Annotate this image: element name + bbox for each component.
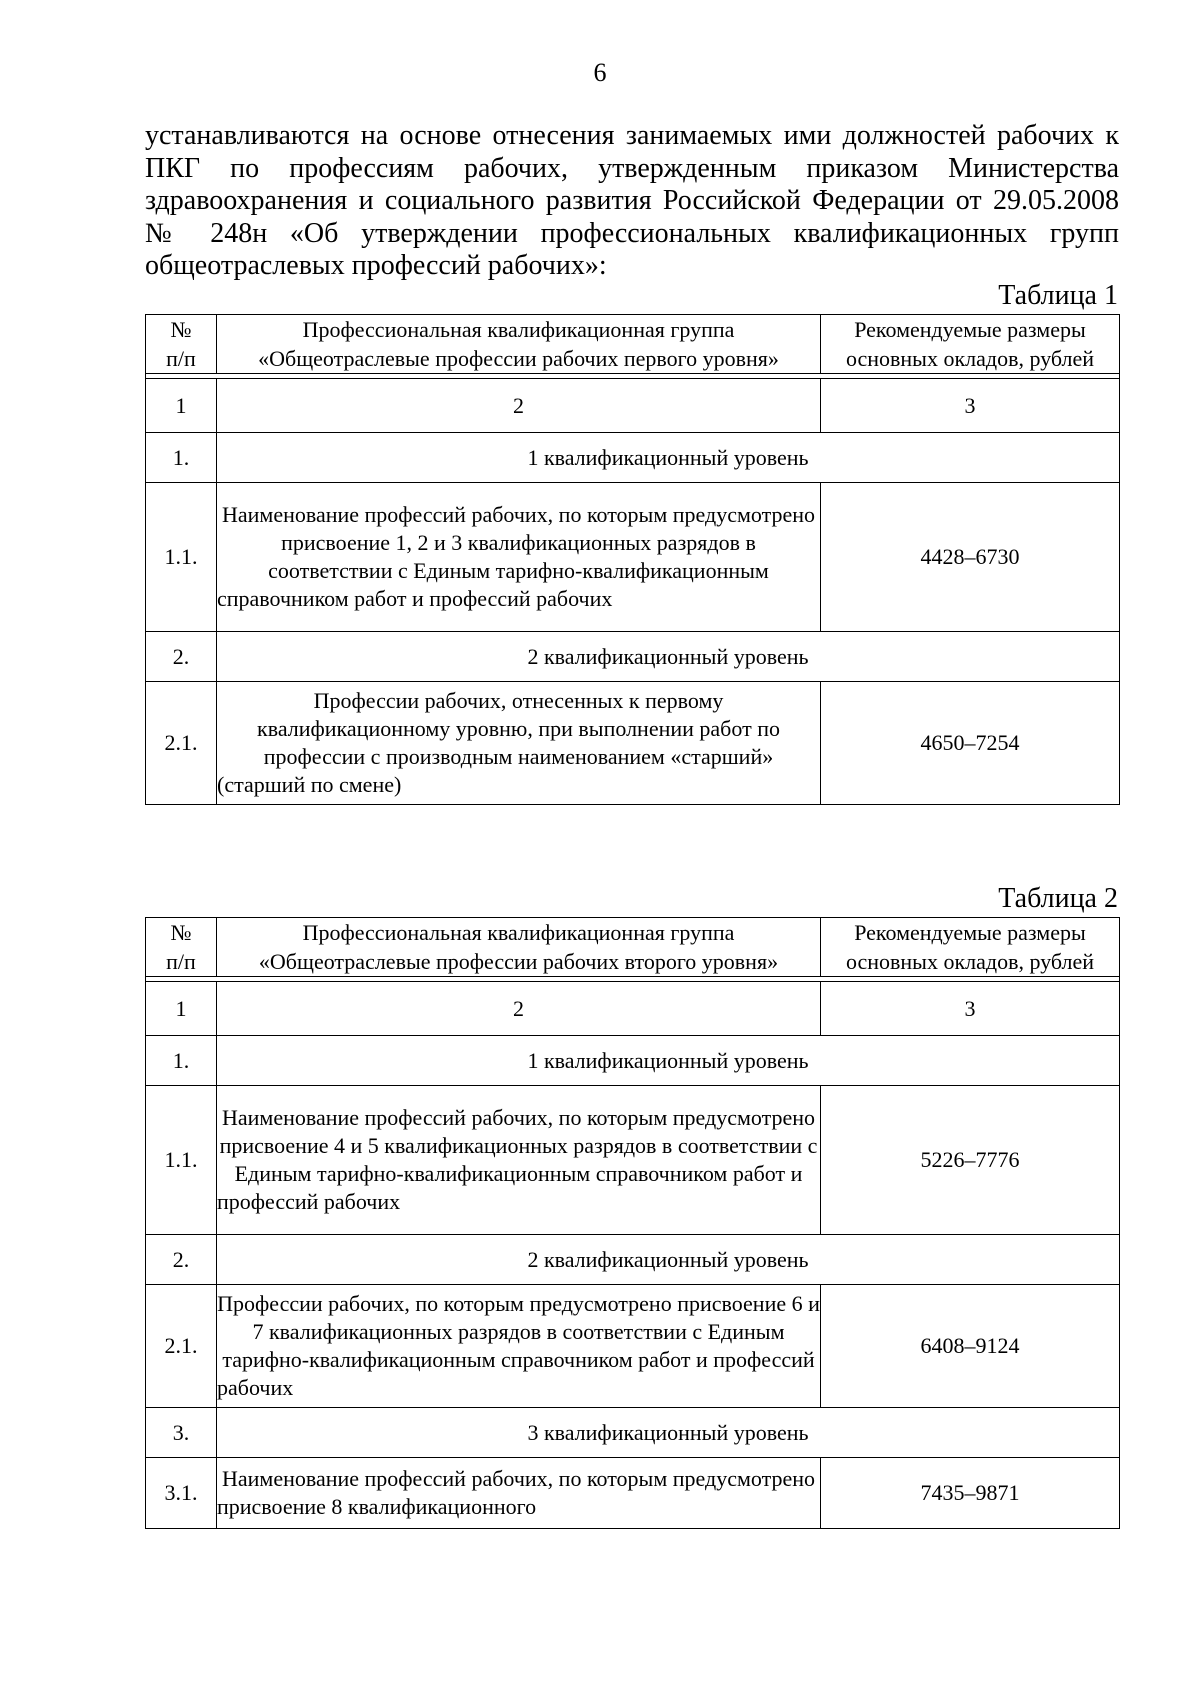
header-num: № п/п (146, 918, 217, 977)
column-number-row: 1 2 3 (146, 379, 1120, 433)
level-row: 1. 1 квалификационный уровень (146, 433, 1120, 483)
intro-paragraph: устанавливаются на основе отнесения занимаемых ими должностей рабочих к ПКГ по профессиям рабочих, утвержденным приказом Министерства здравоохранения и социального развития Российской Федерации от 29.05.2008 № 248н «Об утверждении профессиональных квалификационных групп общеотраслевых профессий рабочих»: (145, 120, 1119, 281)
page-number: 6 (593, 58, 607, 87)
table-2-caption: Таблица 2 (998, 883, 1118, 914)
salary-range: 6408–9124 (821, 1285, 1120, 1408)
level-row: 3. 3 квалификационный уровень (146, 1408, 1120, 1458)
level-row: 2. 2 квалификационный уровень (146, 632, 1120, 682)
level-row: 2. 2 квалификационный уровень (146, 1235, 1120, 1285)
salary-range: 7435–9871 (821, 1458, 1120, 1529)
salary-range: 4650–7254 (821, 682, 1120, 805)
salary-range: 4428–6730 (821, 483, 1120, 632)
salary-range: 5226–7776 (821, 1086, 1120, 1235)
column-number-row: 1 2 3 (146, 982, 1120, 1036)
header-salary: Рекомендуемые размеры основных окладов, рублей (821, 918, 1120, 977)
table-row: 2.1. Профессии рабочих, по которым предусмотрено присвоение 6 и 7 квалификационных разрядов в соответствии с Единым тарифно-квалификационным справочником работ и профессий рабочих 6408–9124 (146, 1285, 1120, 1408)
header-group: Профессиональная квалификационная группа «Общеотраслевые профессии рабочих второго уровня» (217, 918, 821, 977)
header-group: Профессиональная квалификационная группа «Общеотраслевые профессии рабочих первого уровня» (217, 315, 821, 374)
header-salary: Рекомендуемые размеры основных окладов, рублей (821, 315, 1120, 374)
table-2 (145, 917, 1120, 1529)
table-1-caption: Таблица 1 (998, 280, 1118, 311)
header-num: № п/п (146, 315, 217, 374)
table-row: 1.1. Наименование профессий рабочих, по которым предусмотрено присвоение 4 и 5 квалификационных разрядов в соответствии с Единым тарифно-квалификационным справочником работ и профессий рабочих 5226–7776 (146, 1086, 1120, 1235)
table-header-row (146, 315, 1120, 374)
table-1 (145, 314, 1120, 805)
table-row: 2.1. Профессии рабочих, отнесенных к первому квалификационному уровню, при выполнении работ по профессии с производным наименованием «старший» (старший по смене) 4650–7254 (146, 682, 1120, 805)
table-row: 3.1. Наименование профессий рабочих, по которым предусмотрено присвоение 8 квалификационного 7435–9871 (146, 1458, 1120, 1529)
table-row: 1.1. Наименование профессий рабочих, по которым предусмотрено присвоение 1, 2 и 3 квалификационных разрядов в соответствии с Единым тарифно-квалификационным справочником работ и профессий рабочих 4428–6730 (146, 483, 1120, 632)
level-row: 1. 1 квалификационный уровень (146, 1036, 1120, 1086)
table-header-row (146, 918, 1120, 977)
